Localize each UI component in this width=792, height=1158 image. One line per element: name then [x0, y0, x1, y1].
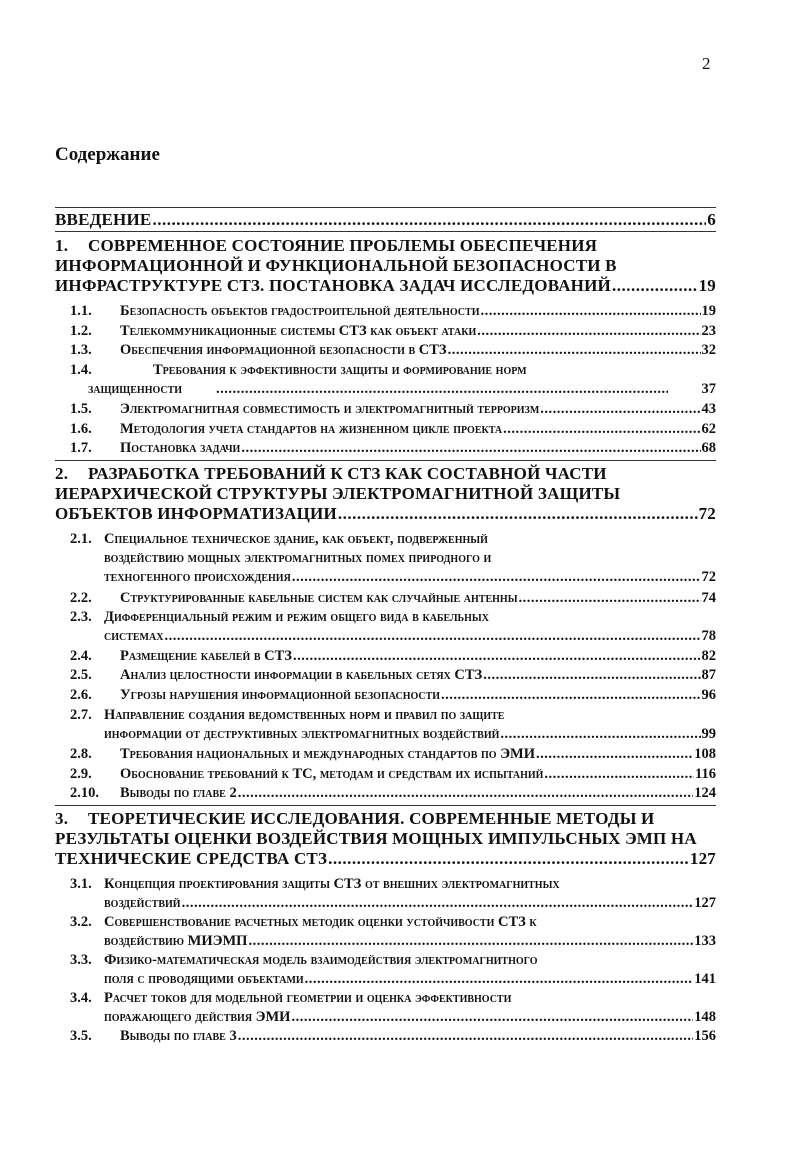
- section-title: воздействию МИЭМП: [104, 933, 248, 949]
- toc-section-3-3[interactable]: [70, 951, 716, 989]
- leader-dots: [477, 322, 700, 341]
- section-title: Выводы по главе 2: [120, 785, 237, 801]
- section-title: Обоснование требований к ТС, методам и средствам их испытаний: [120, 766, 544, 782]
- section-title: Безопасность объектов градостроительной деятельности: [120, 303, 480, 319]
- chapter-title-line: ИНФРАСТРУКТУРЕ СТЗ. ПОСТАНОВКА ЗАДАЧ ИССЛЕДОВАНИЙ: [55, 276, 611, 295]
- toc-chapter-1[interactable]: [55, 236, 716, 296]
- section-page: 78: [701, 628, 716, 644]
- leader-dots: [305, 970, 694, 989]
- section-page: 72: [701, 569, 716, 585]
- toc-section-3-5[interactable]: [70, 1027, 716, 1046]
- toc-section-2-8[interactable]: [70, 745, 716, 764]
- section-number: 3.5.: [70, 1028, 92, 1044]
- section-number: 2.8.: [70, 746, 92, 762]
- divider: [55, 460, 716, 461]
- toc-section-1-7[interactable]: [70, 439, 716, 458]
- section-page: 141: [694, 971, 716, 987]
- leader-dots: [238, 1027, 694, 1046]
- section-title: Направление создания ведомственных норм и правил по защите: [104, 707, 505, 723]
- toc-section-2-2[interactable]: [70, 589, 716, 608]
- leader-dots: [500, 725, 700, 744]
- section-title: Постановка задачи: [120, 440, 241, 456]
- chapter-title-line: СОВРЕМЕННОЕ СОСТОЯНИЕ ПРОБЛЕМЫ ОБЕСПЕЧЕНИЯ: [88, 236, 598, 255]
- toc-section-3-1[interactable]: [70, 875, 716, 913]
- toc-section-1-1[interactable]: [70, 302, 716, 321]
- section-number: 2.9.: [70, 766, 92, 782]
- section-page: 37: [701, 381, 716, 397]
- section-number: 3.4.: [70, 990, 92, 1006]
- section-number: 2.2.: [70, 590, 92, 606]
- section-page: 82: [701, 648, 716, 664]
- divider: [55, 805, 716, 806]
- section-title: Электромагнитная совместимость и электромагнитный терроризм: [120, 401, 540, 417]
- toc-chapter-3[interactable]: [55, 809, 716, 869]
- section-page: 62: [701, 421, 716, 437]
- toc-section-2-7[interactable]: [70, 706, 716, 744]
- section-number: 1.2.: [70, 323, 92, 339]
- section-number: 2.1.: [70, 531, 92, 547]
- leader-dots: [480, 302, 700, 321]
- section-title: Концепция проектирования защиты СТЗ от внешних электромагнитных: [104, 876, 560, 892]
- toc-section-3-2[interactable]: [70, 913, 716, 951]
- section-title: поля с проводящими объектами: [104, 971, 304, 987]
- section-title: поражающего действия ЭМИ: [104, 1009, 291, 1025]
- toc-entry-intro[interactable]: [55, 210, 716, 230]
- section-title: Дифференциальный режим и режим общего вида в кабельных: [104, 609, 489, 625]
- leader-dots: [328, 849, 689, 869]
- toc-section-1-3[interactable]: [70, 341, 716, 360]
- leader-dots: [291, 1008, 693, 1027]
- section-title: Требования национальных и международных стандартов по ЭМИ: [120, 746, 535, 762]
- page-number: 2: [702, 54, 711, 73]
- section-number: 2.6.: [70, 687, 92, 703]
- leader-dots: [338, 504, 698, 524]
- section-number: 1.5.: [70, 401, 92, 417]
- section-number: 2.5.: [70, 667, 92, 683]
- intro-page: 6: [707, 210, 716, 229]
- toc-section-1-2[interactable]: [70, 322, 716, 341]
- toc-chapter-2[interactable]: [55, 464, 716, 524]
- chapter-title-line: ТЕОРЕТИЧЕСКИЕ ИССЛЕДОВАНИЯ. СОВРЕМЕННЫЕ МЕТОДЫ И: [88, 809, 655, 828]
- section-title: техногенного происхождения: [104, 569, 291, 585]
- toc-section-2-6[interactable]: [70, 686, 716, 705]
- chapter-title-line: РАЗРАБОТКА ТРЕБОВАНИЙ К СТЗ КАК СОСТАВНОЙ ЧАСТИ: [88, 464, 607, 483]
- section-number: 1.4.: [70, 362, 92, 378]
- leader-dots: [544, 765, 694, 784]
- section-page: 68: [701, 440, 716, 456]
- leader-dots: [241, 439, 700, 458]
- chapter-title-line: ИЕРАРХИЧЕСКОЙ СТРУКТУРЫ ЭЛЕКТРОМАГНИТНОЙ ЗАЩИТЫ: [55, 484, 621, 503]
- section-title: Структурированные кабельные систем как случайные антенны: [120, 590, 518, 606]
- toc-section-2-4[interactable]: [70, 647, 716, 666]
- section-page: 108: [694, 746, 716, 762]
- section-page: 43: [701, 401, 716, 417]
- section-title: Совершенствование расчетных методик оценки устойчивости СТЗ к: [104, 914, 537, 930]
- leader-dots: [152, 210, 706, 230]
- chapter-title-line: ТЕХНИЧЕСКИЕ СРЕДСТВА СТЗ: [55, 849, 328, 868]
- chapter-page: 127: [689, 849, 716, 868]
- section-page: 19: [701, 303, 716, 319]
- toc-section-2-9[interactable]: [70, 765, 716, 784]
- section-title: Обеспечения информационной безопасности в СТЗ: [120, 342, 447, 358]
- section-page: 87: [701, 667, 716, 683]
- section-number: 3.2.: [70, 914, 92, 930]
- section-title: информации от деструктивных электромагнитных воздействий: [104, 726, 500, 742]
- section-title: Расчет токов для модельной геометрии и оценка эффективности: [104, 990, 512, 1006]
- leader-dots: [536, 745, 693, 764]
- leader-dots: [612, 276, 698, 296]
- section-number: 1.3.: [70, 342, 92, 358]
- section-title: системах: [104, 628, 164, 644]
- section-page: 133: [694, 933, 716, 949]
- leader-dots: [292, 568, 701, 587]
- section-title: Размещение кабелей в СТЗ: [120, 648, 292, 664]
- section-page: 74: [701, 590, 716, 606]
- toc-section-2-3[interactable]: [70, 608, 716, 646]
- section-title: Выводы по главе 3: [120, 1028, 237, 1044]
- intro-title: ВВЕДЕНИЕ: [55, 210, 152, 229]
- section-title: защищенности: [88, 381, 183, 397]
- toc-section-2-5[interactable]: [70, 666, 716, 685]
- leader-dots: [182, 894, 694, 913]
- section-page: 99: [701, 726, 716, 742]
- leader-dots: [238, 784, 694, 803]
- toc-title: Содержание: [55, 144, 160, 165]
- section-number: 2.3.: [70, 609, 92, 625]
- leader-dots: [448, 341, 701, 360]
- section-title: Физико-математическая модель взаимодействия электромагнитного: [104, 952, 538, 968]
- chapter-number: 1.: [55, 236, 69, 255]
- leader-dots: [519, 589, 701, 608]
- leader-dots: [483, 666, 700, 685]
- chapter-title-line: ОБЪЕКТОВ ИНФОРМАТИЗАЦИИ: [55, 504, 337, 523]
- section-number: 2.10.: [70, 785, 99, 801]
- toc-section-3-4[interactable]: [70, 989, 716, 1027]
- leader-dots: [540, 400, 700, 419]
- toc-section-1-6[interactable]: [70, 420, 716, 439]
- chapter-page: 19: [698, 276, 716, 295]
- section-title: воздействий: [104, 895, 181, 911]
- chapter-number: 2.: [55, 464, 69, 483]
- section-number: 3.3.: [70, 952, 92, 968]
- leader-dots: [503, 420, 700, 439]
- chapter-title-line: ИНФОРМАЦИОННОЙ И ФУНКЦИОНАЛЬНОЙ БЕЗОПАСНОСТИ В: [55, 256, 617, 275]
- toc-section-2-10[interactable]: [70, 784, 716, 803]
- section-page: 116: [695, 766, 716, 782]
- section-page: 32: [701, 342, 716, 358]
- section-page: 96: [701, 687, 716, 703]
- section-number: 2.4.: [70, 648, 92, 664]
- section-number: 3.1.: [70, 876, 92, 892]
- leader-dots: [183, 380, 667, 399]
- section-number: 1.6.: [70, 421, 92, 437]
- section-title: Специальное техническое здание, как объект, подверженный: [104, 531, 488, 547]
- divider: [55, 231, 716, 232]
- chapter-title-line: РЕЗУЛЬТАТЫ ОЦЕНКИ ВОЗДЕЙСТВИЯ МОЩНЫХ ИМПУЛЬСНЫХ ЭМП НА: [55, 829, 697, 848]
- section-title: Анализ целостности информации в кабельных сетях СТЗ: [120, 667, 483, 683]
- toc-section-1-4[interactable]: [70, 361, 716, 399]
- section-number: 2.7.: [70, 707, 92, 723]
- chapter-page: 72: [698, 504, 716, 523]
- leader-dots: [293, 647, 701, 666]
- section-number: 1.1.: [70, 303, 92, 319]
- section-title: Угрозы нарушения информационной безопасности: [120, 687, 441, 703]
- section-title: Методология учета стандартов на жизненном цикле проекта: [120, 421, 503, 437]
- leader-dots: [248, 932, 693, 951]
- section-page: 23: [701, 323, 716, 339]
- section-title: Требования к эффективности защиты и формирование норм: [153, 362, 527, 378]
- divider: [55, 207, 716, 208]
- section-number: 1.7.: [70, 440, 92, 456]
- chapter-number: 3.: [55, 809, 69, 828]
- leader-dots: [164, 627, 700, 646]
- section-title: Телекоммуникационные системы СТЗ как объект атаки: [120, 323, 477, 339]
- section-page: 124: [694, 785, 716, 801]
- section-page: 148: [694, 1009, 716, 1025]
- toc-section-1-5[interactable]: [70, 400, 716, 419]
- leader-dots: [441, 686, 700, 705]
- toc-section-2-1[interactable]: [70, 530, 716, 587]
- section-title: воздействию мощных электромагнитных помех природного и: [104, 550, 492, 566]
- section-page: 156: [694, 1028, 716, 1044]
- section-page: 127: [694, 895, 716, 911]
